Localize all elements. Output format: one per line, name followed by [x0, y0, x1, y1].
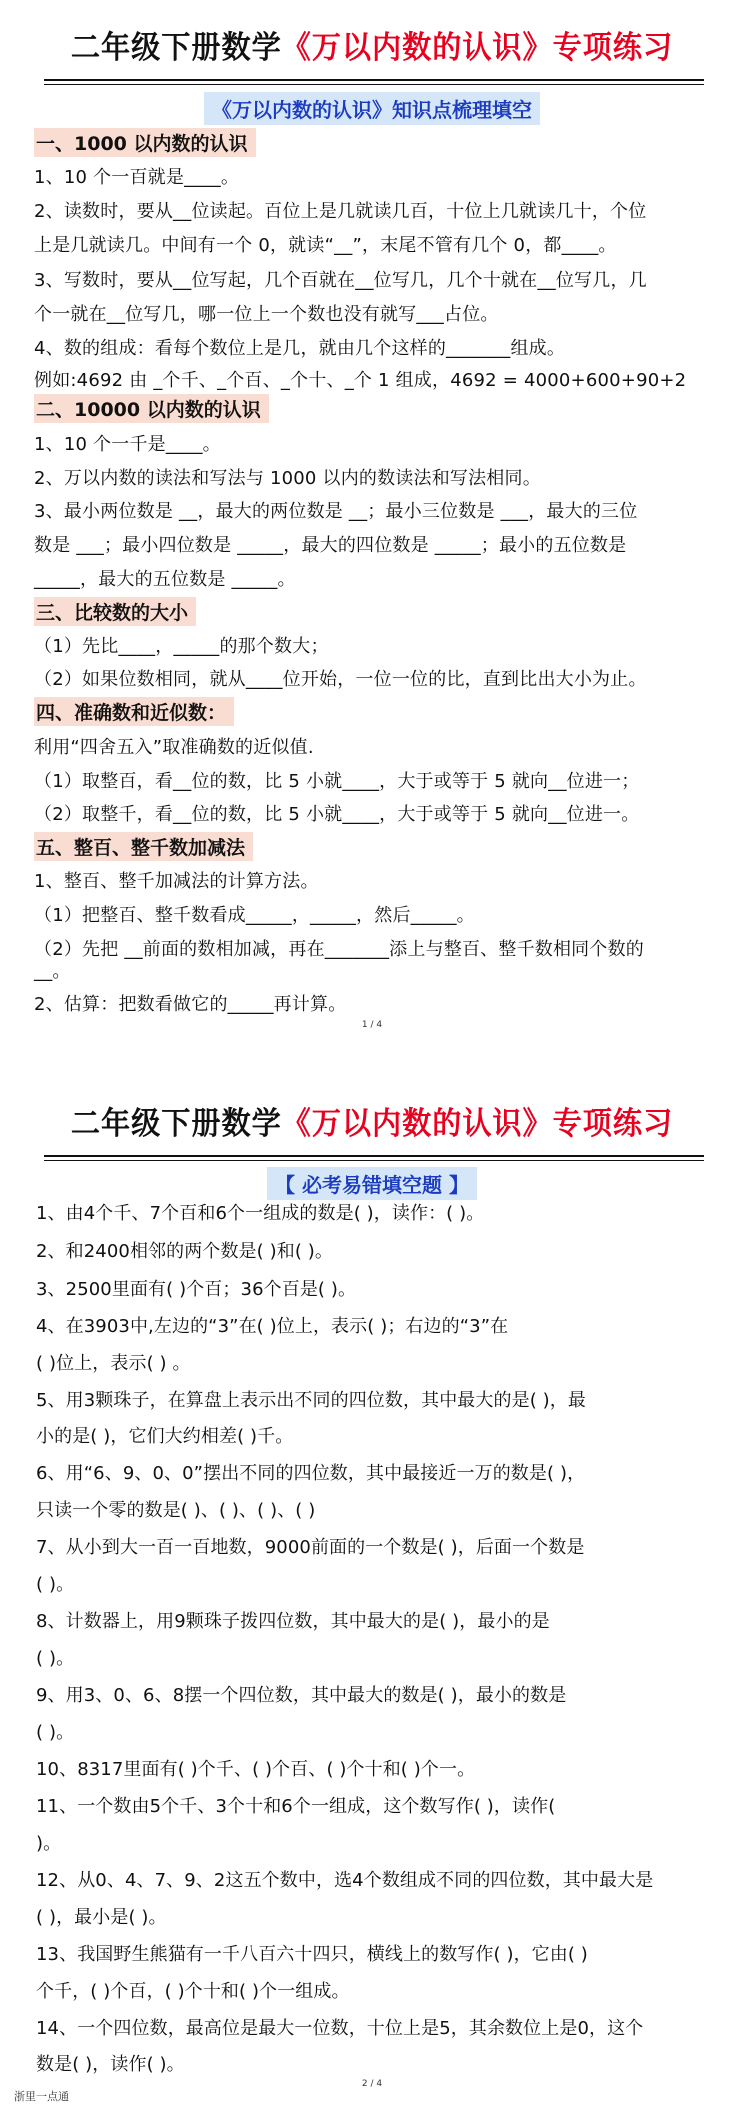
page-number: 1 / 4 [361, 1020, 383, 1030]
knowledge-line: __。 [34, 961, 71, 982]
question-line: 10、8317里面有( )个千、( )个百、( )个十和( )个一。 [36, 1759, 476, 1780]
section-heading: 二、10000 以内数的认识 [34, 394, 269, 423]
knowledge-line: 2、读数时，要从__位读起。百位上是几就读几百，十位上几就读几十，个位 [34, 201, 647, 222]
knowledge-line: 2、估算：把数看做它的_____再计算。 [34, 994, 347, 1015]
knowledge-line: 3、最小两位数是 __，最大的两位数是 __；最小三位数是 ___，最大的三位 [34, 501, 638, 522]
question-line: 13、我国野生熊猫有一千八百六十四只，横线上的数写作( )，它由( ) [36, 1944, 588, 1965]
question-line: 只读一个零的数是( )、( )、( )、( ) [36, 1500, 316, 1521]
knowledge-line: 1、10 个一千是____。 [34, 434, 221, 455]
question-line: ( )。 [36, 1648, 75, 1669]
question-line: 7、从小到大一百一百地数，9000前面的一个数是( )，后面一个数是 [36, 1537, 585, 1558]
knowledge-line: 4、数的组成：看每个数位上是几，就由几个这样的_______组成。 [34, 338, 566, 359]
knowledge-line: （1）先比____，_____的那个数大； [34, 636, 329, 657]
page2-title-black: 二年级下册数学 [70, 1106, 282, 1142]
question-line: 9、用3、0、6、8摆一个四位数，其中最大的数是( )，最小的数是 [36, 1685, 567, 1706]
knowledge-line: _____，最大的五位数是 _____。 [34, 569, 296, 590]
knowledge-line: （1）取整百，看__位的数，比 5 小就____，大于或等于 5 就向__位进一； [34, 771, 640, 792]
knowledge-line: （1）把整百、整千数看成_____，_____，然后_____。 [34, 905, 475, 926]
question-line: ( )。 [36, 1574, 75, 1595]
question-line: 4、在3903中,左边的“3”在( )位上，表示( )；右边的“3”在 [36, 1316, 509, 1337]
knowledge-line: （2）先把 __前面的数相加减，再在_______添上与整百、整千数相同个数的 [34, 939, 644, 960]
page2-title-rule-thin [44, 1160, 704, 1161]
question-line: ( )，最小是( )。 [36, 1907, 167, 1928]
knowledge-line: （2）取整千，看__位的数，比 5 小就____，大于或等于 5 就向__位进一。 [34, 804, 640, 825]
knowledge-line: （2）如果位数相同，就从____位开始，一位一位的比，直到比出大小为止。 [34, 669, 647, 690]
question-line: 个千，( )个百，( )个十和( )个一组成。 [36, 1981, 350, 2002]
page1-subtitle-text: 《万以内数的认识》知识点梳理填空 [204, 92, 540, 125]
question-line: 6、用“6、9、0、0”摆出不同的四位数，其中最接近一万的数是( )， [36, 1463, 586, 1484]
question-line: 1、由4个千、7个百和6个一组成的数是( )，读作：( )。 [36, 1203, 485, 1224]
knowledge-line: 个一就在__位写几，哪一位上一个数也没有就写___占位。 [34, 304, 499, 325]
question-line: ( )位上，表示( ) 。 [36, 1353, 191, 1374]
knowledge-line: 1、10 个一百就是____。 [34, 167, 240, 188]
question-line: 11、一个数由5个千、3个十和6个一组成，这个数写作( )，读作( [36, 1796, 556, 1817]
page1-title-red: 《万以内数的认识》专项练习 [281, 30, 674, 66]
knowledge-line: 1、整百、整千加减法的计算方法。 [34, 871, 319, 892]
section-heading: 五、整百、整千数加减法 [34, 832, 253, 861]
knowledge-line: 上是几就读几。中间有一个 0，就读“__”，末尾不管有几个 0，都____。 [34, 235, 617, 256]
page1-subtitle [0, 92, 744, 125]
page2-title-rule [44, 1155, 704, 1157]
page2-title-red: 《万以内数的认识》专项练习 [281, 1106, 674, 1142]
question-line: 12、从0、4、7、9、2这五个数中，选4个数组成不同的四位数，其中最大是 [36, 1870, 654, 1891]
question-line: 14、一个四位数，最高位是最大一位数，十位上是5，其余数位上是0，这个 [36, 2018, 644, 2039]
question-line: )。 [36, 1833, 62, 1854]
question-line: 5、用3颗珠子，在算盘上表示出不同的四位数，其中最大的是( )，最 [36, 1390, 586, 1411]
section-heading: 一、1000 以内数的认识 [34, 128, 256, 157]
question-line: 小的是( )，它们大约相差( )千。 [36, 1426, 294, 1447]
knowledge-line: 例如:4692 由 _个千、_个百、_个十、_个 1 组成，4692 = 4000+600+90+2 [34, 370, 687, 391]
question-line: 2、和2400相邻的两个数是( )和( )。 [36, 1241, 333, 1262]
page2-title [22, 1098, 722, 1143]
page-number: 2 / 4 [361, 2079, 383, 2089]
question-line: 8、计数器上，用9颗珠子拨四位数，其中最大的是( )，最小的是 [36, 1611, 550, 1632]
question-line: 数是( )，读作( )。 [36, 2054, 185, 2075]
page1-title-black: 二年级下册数学 [70, 30, 282, 66]
page1-title-rule-thin [44, 84, 704, 85]
section-heading: 四、准确数和近似数： [34, 697, 234, 726]
knowledge-line: 2、万以内数的读法和写法与 1000 以内的数读法和写法相同。 [34, 468, 541, 489]
knowledge-line: 3、写数时，要从__位写起，几个百就在__位写几，几个十就在__位写几，几 [34, 270, 647, 291]
page2-subtitle-text: 【 必考易错填空题 】 [267, 1167, 477, 1200]
page1-title-rule [44, 79, 704, 81]
question-line: ( )。 [36, 1722, 75, 1743]
knowledge-line: 利用“四舍五入”取准确数的近似值. [34, 737, 314, 758]
page2-subtitle [0, 1167, 744, 1200]
knowledge-line: 数是 ___；最小四位数是 _____，最大的四位数是 _____；最小的五位数是 [34, 535, 627, 556]
watermark-footer: 浙里一点通 [14, 2090, 69, 2103]
section-heading: 三、比较数的大小 [34, 597, 196, 626]
page1-title [22, 22, 722, 67]
question-line: 3、2500里面有( )个百；36个百是( )。 [36, 1279, 357, 1300]
